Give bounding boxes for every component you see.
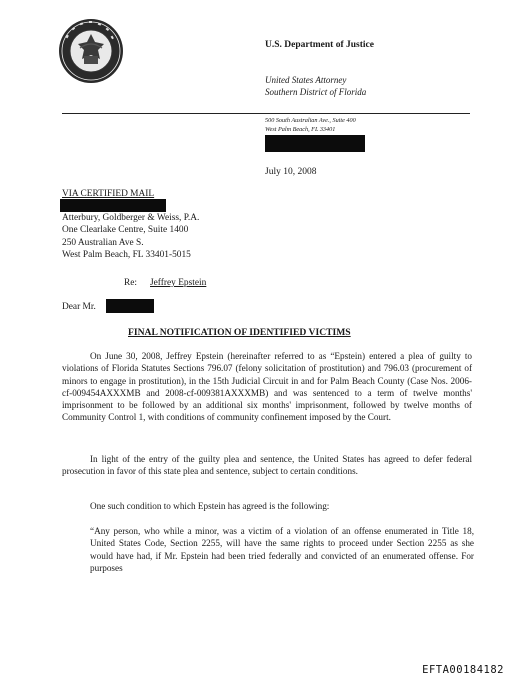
paragraph-1: On June 30, 2008, Jeffrey Epstein (hereinafter referred to as “Epstein) entered a plea of guilty to violations of Florida Statutes Sections 796.07 (felony solicitation of prostitution) and 796.03 (procurement of minors to engage in prostitution), in the 15th Judicial Circuit in and for Palm Beach County (Case Nos. 2006-cf-009454AXXXMB and 2008-cf-009381AXXXMB) and was sentenced to a term of twelve months' imprisonment to be followed by an additional six months' imprisonment, followed by twelve months of Community Control 1, with conditions of community confinement imposed by the Court.: [62, 351, 472, 423]
recipient-firm: Atterbury, Goldberger & Weiss, P.A.: [62, 213, 200, 223]
re-label: Re:: [124, 278, 138, 288]
office-address: [265, 116, 356, 134]
address-line-1: 500 South Australian Ave., Suite 400: [265, 117, 356, 124]
recipient-address: [62, 212, 199, 262]
quoted-condition: “Any person, who while a minor, was a victim of a violation of an offense enumerated in Title 18, United States Code, Section 2255, will have the same rights to proceed under Section 2255 as she would have had, if Mr. Epstein had been tried federally and convicted of an enumerated offense. For purposes: [90, 526, 474, 573]
salutation: Dear Mr.: [62, 302, 96, 312]
paragraph-2: In light of the entry of the guilty plea and sentence, the United States has agreed to defer federal prosecution in favor of this state plea and sentence, subject to certain conditions.: [62, 454, 472, 477]
recipient-line-4: West Palm Beach, FL 33401-5015: [62, 250, 191, 261]
delivery-method: VIA CERTIFIED MAIL: [62, 189, 155, 199]
letter-heading: FINAL NOTIFICATION OF IDENTIFIED VICTIMS: [128, 327, 351, 338]
office-name: [265, 74, 366, 98]
letterhead-divider: [62, 113, 470, 114]
redaction-box: [265, 135, 365, 152]
doj-seal-icon: [58, 18, 124, 84]
letter-date: July 10, 2008: [265, 167, 317, 177]
re-subject: Jeffrey Epstein: [150, 278, 207, 288]
bates-number: EFTA00184182: [422, 664, 504, 676]
redaction-box: [106, 299, 154, 313]
recipient-line-2: One Clearlake Centre, Suite 1400: [62, 225, 189, 236]
redaction-box: [60, 199, 166, 212]
office-line-2: Southern District of Florida: [265, 87, 367, 97]
paragraph-3: One such condition to which Epstein has agreed is the following:: [90, 501, 330, 511]
address-line-2: West Palm Beach, FL 33401: [265, 126, 336, 133]
agency-name: U.S. Department of Justice: [265, 40, 374, 50]
office-line-1: United States Attorney: [265, 75, 347, 85]
recipient-line-3: 250 Australian Ave S.: [62, 237, 144, 248]
